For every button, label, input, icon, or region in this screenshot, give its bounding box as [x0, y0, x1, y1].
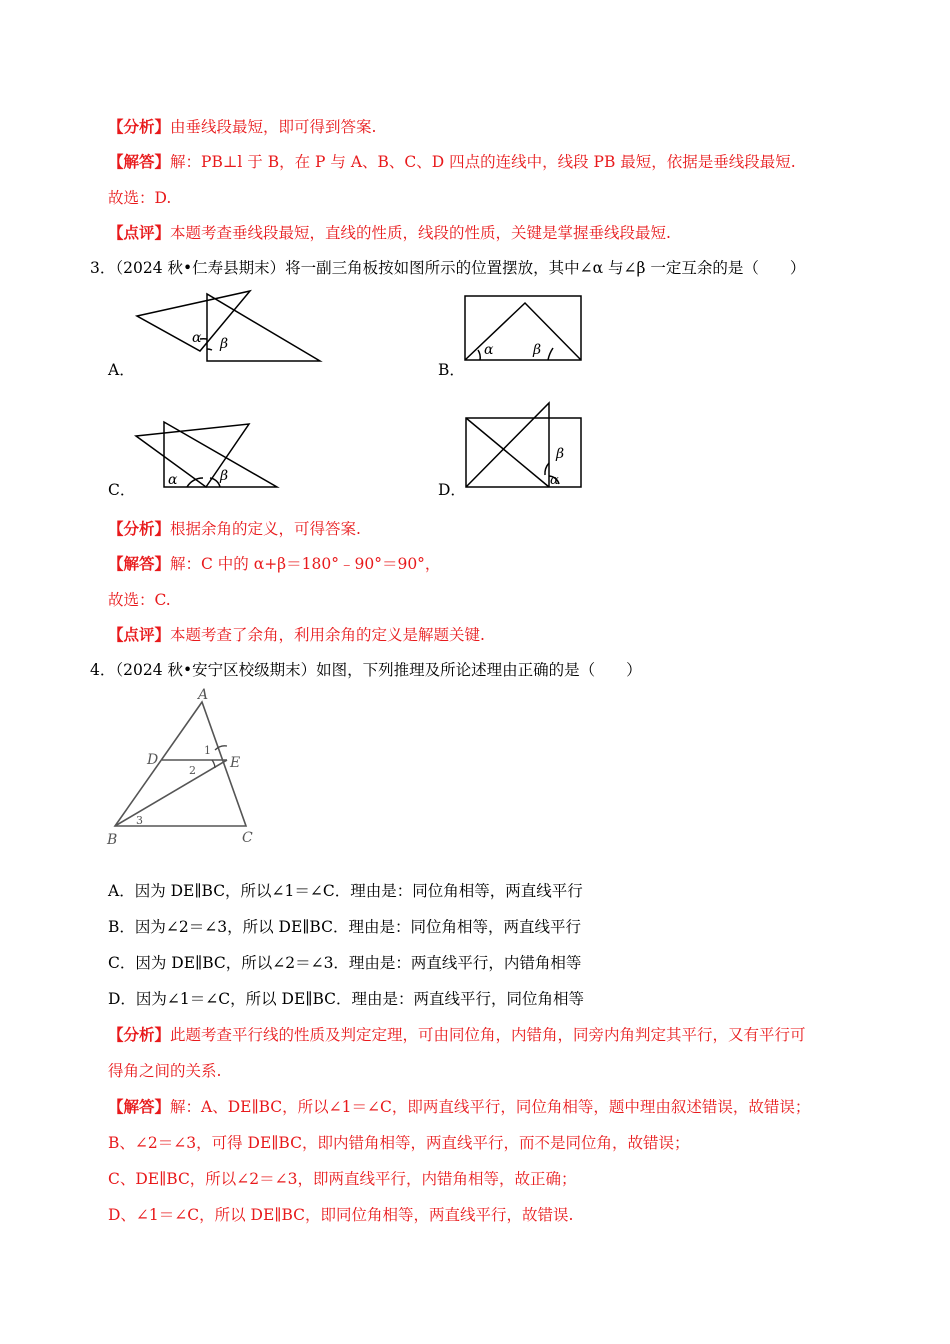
alpha-label: α — [484, 342, 494, 358]
q4-option-d: D．因为∠1＝∠C，所以 DE∥BC．理由是：两直线平行，同位角相等 — [108, 990, 584, 1008]
solution-tag: 【解答】 — [108, 554, 171, 573]
segment-be — [115, 760, 227, 826]
solution-line: B、∠2＝∠3，可得 DE∥BC，即内错角相等，两直线平行，而不是同位角，故错误； — [108, 1134, 690, 1152]
figure-4-triangle — [100, 688, 270, 848]
q3-comment — [108, 624, 485, 646]
beta-label: β — [220, 336, 229, 352]
figure-3c — [132, 418, 282, 498]
triangle-d-tall — [466, 403, 549, 487]
triangle-left-c — [136, 424, 249, 487]
beta-label: β — [533, 342, 542, 358]
comment-tag: 【点评】 — [108, 223, 171, 242]
solution-text: 解：C 中的 α+β＝180°﹣90°＝90°， — [170, 555, 441, 573]
solution-line: D、∠1＝∠C，所以 DE∥BC，即同位角相等，两直线平行，故错误. — [108, 1206, 574, 1224]
solution-line: 解：A、DE∥BC，所以∠1＝∠C，即两直线平行，同位角相等，题中理由叙述错误，故错误； — [170, 1098, 811, 1116]
angle-3-label: 3 — [136, 814, 143, 827]
comment-text: 本题考查了余角，利用余角的定义是解题关键. — [170, 626, 485, 644]
angle-1-label: 1 — [204, 744, 211, 757]
q3-stem: 3．（2024 秋•仁寿县期末）将一副三角板按如图所示的位置摆放，其中∠α 与∠β 一定互余的是（ ） — [90, 259, 806, 277]
analysis-tag: 【分析】 — [108, 117, 171, 136]
figure-3b — [460, 288, 590, 368]
solution-tag: 【解答】 — [108, 152, 171, 171]
figure-3d — [460, 400, 590, 500]
q4-analysis — [108, 1024, 806, 1046]
alpha-label: α — [168, 472, 178, 488]
option-c-label: C． — [108, 481, 136, 499]
label-d: D — [147, 752, 159, 768]
q4-stem: 4．（2024 秋•安宁区校级期末）如图，下列推理及所论述理由正确的是（ ） — [90, 661, 642, 679]
q4-option-a: A．因为 DE∥BC，所以∠1＝∠C．理由是：同位角相等，两直线平行 — [108, 882, 583, 900]
alpha-label: α — [192, 330, 202, 346]
option-a-label: A． — [108, 361, 135, 379]
q3-choice: 故选：C. — [108, 591, 171, 609]
label-e: E — [230, 755, 241, 771]
solution-line: C、DE∥BC，所以∠2＝∠3，即两直线平行，内错角相等，故正确； — [108, 1170, 577, 1188]
beta-label: β — [220, 468, 229, 484]
label-a: A — [198, 687, 209, 703]
solution-text: 解：PB⊥l 于 B，在 P 与 A、B、C、D 四点的连线中，线段 PB 最短，依据是垂线段最短. — [170, 153, 796, 171]
figure-3a — [130, 288, 330, 368]
analysis-text: 由垂线段最短，即可得到答案. — [170, 118, 377, 136]
angle-2-label: 2 — [189, 764, 196, 777]
option-d-label: D． — [438, 481, 466, 499]
alpha-label: α — [550, 473, 559, 488]
solution-tag: 【解答】 — [108, 1097, 171, 1116]
q4-option-c: C．因为 DE∥BC，所以∠2＝∠3．理由是：两直线平行，内错角相等 — [108, 954, 582, 972]
q2-solution — [108, 151, 796, 173]
q3-solution — [108, 553, 440, 575]
q2-choice: 故选：D. — [108, 189, 172, 207]
q3-analysis — [108, 518, 361, 540]
beta-label: β — [556, 446, 565, 462]
q2-comment — [108, 222, 671, 244]
analysis-tag: 【分析】 — [108, 1025, 171, 1044]
analysis-text: 根据余角的定义，可得答案. — [170, 520, 361, 538]
q4-analysis-cont: 得角之间的关系. — [108, 1062, 222, 1080]
label-b: B — [107, 832, 118, 848]
comment-text: 本题考查垂线段最短，直线的性质，线段的性质，关键是掌握垂线段最短. — [170, 224, 671, 242]
label-c: C — [242, 830, 253, 846]
analysis-text: 此题考查平行线的性质及判定定理，可由同位角，内错角，同旁内角判定其平行，又有平行可 — [170, 1026, 806, 1044]
triangle-abc — [115, 702, 246, 826]
analysis-tag: 【分析】 — [108, 519, 171, 538]
comment-tag: 【点评】 — [108, 625, 171, 644]
option-b-label: B． — [438, 361, 465, 379]
q2-analysis — [108, 116, 376, 138]
q4-solution — [108, 1096, 810, 1118]
q4-option-b: B．因为∠2＝∠3，所以 DE∥BC．理由是：同位角相等，两直线平行 — [108, 918, 581, 936]
triangle-b — [465, 303, 581, 360]
